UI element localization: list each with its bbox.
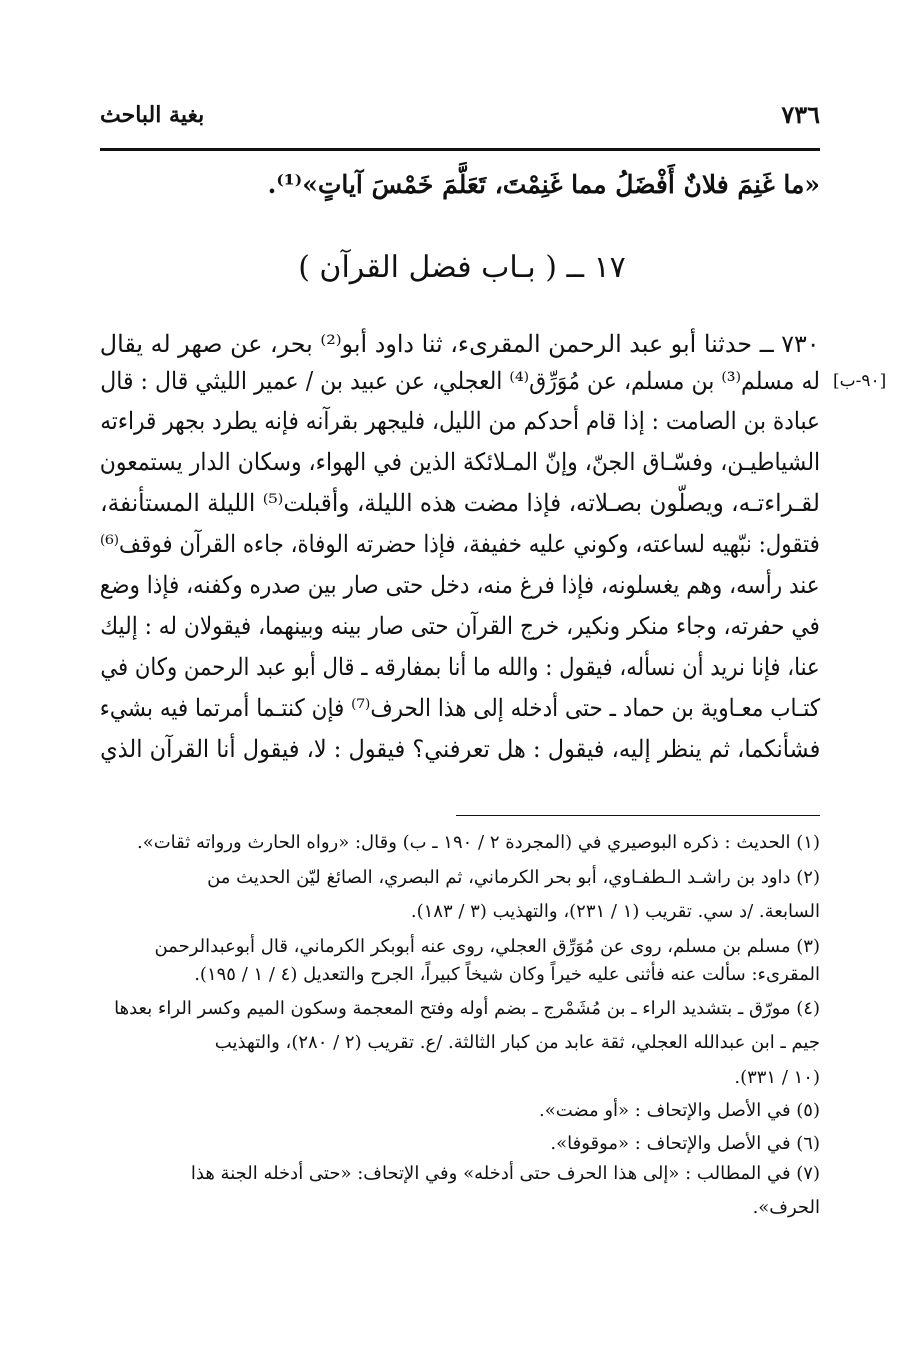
body-line: في حفرته، وجاء منكر ونكير، خرج القرآن حتى صار بينه وبينهما، فيقولان له : إليك bbox=[100, 612, 820, 640]
body-line: فتقول: نبّهيه لساعته، وكوني عليه خفيفة، فإذا حضرته الوفاة، جاءه القرآن فوقف⁽⁶⁾ bbox=[100, 530, 820, 558]
page-header bbox=[100, 100, 820, 140]
body-line: عند رأسه، وهم يغسلونه، فإذا فرغ منه، دخل حتى صار بين صدره وكفنه، فإذا وضع bbox=[100, 571, 820, 599]
footnote-line: (٣) مسلم بن مسلم، روى عن مُوَرِّق العجلي، روى عنه أبوبكر الكرماني، قال أبوعبدالرحمن bbox=[154, 936, 820, 957]
body-line: الشياطيـن، وفسّـاق الجنّ، وإنّ المـلائكة الذين في الهواء، وسكان الدار يستمعون bbox=[99, 448, 820, 476]
footnote-line: (٦) في الأصل والإتحاف : «موقوفا». bbox=[550, 1133, 820, 1154]
body-line: عنا، فإنا نريد أن نسأله، فيقول : والله ما أنا بمفارقه ـ قال أبو عبد الرحمن وكان في bbox=[100, 653, 820, 681]
body-line: عبادة بن الصامت : إذا قام أحدكم من الليل، فليجهر بقرآنه فإنه يطرد بجهر قراءته bbox=[100, 407, 820, 435]
footnote-line: (١) الحديث : ذكره البوصيري في (المجردة ٢ / ١٩٠ ـ ب) وقال: «رواه الحارث ورواته ثقات». bbox=[137, 832, 820, 853]
footnote-line: (١٠ / ٣٣١). bbox=[734, 1067, 820, 1088]
footnote-line: جيم ـ ابن عبدالله العجلي، ثقة عابد من كبار الثالثة. /ع. تقريب (٢ / ٢٨٠)، والتهذيب bbox=[214, 1032, 820, 1053]
footnote-line: (٥) في الأصل والإتحاف : «أو مضت». bbox=[538, 1100, 820, 1121]
footnote-line: المقرىء: سألت عنه فأثنى عليه خيراً وكان شيخاً كبيراً، الجرح والتعديل (٤ / ١ / ١٩٥). bbox=[194, 964, 820, 985]
footnote-line: (٤) مورّق ـ بتشديد الراء ـ بن مُشَمْرج ـ بضم أوله وفتح المعجمة وسكون الميم وكسر الراء بعدها bbox=[114, 998, 820, 1019]
page-number: ٧٣٦ bbox=[781, 100, 820, 129]
footnote-line: (٢) داود بن راشـد الـطفـاوي، أبو بحر الكرماني، ثم البصري، الصائغ ليّن الحديث من bbox=[207, 867, 820, 888]
footnote-line: (٧) في المطالب : «إلى هذا الحرف حتى أدخله» وفي الإتحاف: «حتى أدخله الجنة هذا bbox=[190, 1163, 820, 1184]
body-line: فشأنكما، ثم ينظر إليه، فيقول : هل تعرفني؟ فيقول : لا، فيقول أنا القرآن الذي bbox=[99, 735, 820, 763]
footnote-line: السابعة. /د سي. تقريب (١ / ٢٣١)، والتهذيب (٣ / ١٨٣). bbox=[410, 901, 820, 922]
body-line: ٧٣٠ ــ حدثنا أبو عبد الرحمن المقرىء، ثنا داود أبو⁽²⁾ بحر، عن صهر له يقال bbox=[100, 330, 820, 358]
margin-folio-note: [٩٠-ب] bbox=[833, 371, 887, 391]
body-line: له مسلم⁽³⁾ بن مسلم، عن مُوَرِّق⁽⁴⁾ العجلي، عن عبيد بن / عمير الليثي قال : قال bbox=[100, 367, 820, 395]
chapter-heading: ١٧ ــ ( بـاب فضل القرآن ) bbox=[298, 250, 626, 285]
footnote-separator bbox=[456, 815, 820, 816]
body-line: كتـاب معـاوية بن حماد ـ حتى أدخله إلى هذا الحرف⁽⁷⁾ فإن كنتـما أمرتما فيه بشيء bbox=[99, 694, 820, 722]
verse-line: «ما غَنِمَ فلانٌ أَفْضَلُ مما غَنِمْتَ، تَعَلَّمَ خَمْسَ آياتٍ»⁽¹⁾. bbox=[267, 170, 820, 199]
header-rule bbox=[100, 148, 820, 151]
body-line: لقـراءتـه، ويصلّون بصـلاته، فإذا مضت هذه الليلة، وأقبلت⁽⁵⁾ الليلة المستأنفة، bbox=[100, 489, 820, 517]
footnote-line: الحرف». bbox=[752, 1197, 820, 1218]
running-title: بغية الباحث bbox=[100, 102, 205, 128]
